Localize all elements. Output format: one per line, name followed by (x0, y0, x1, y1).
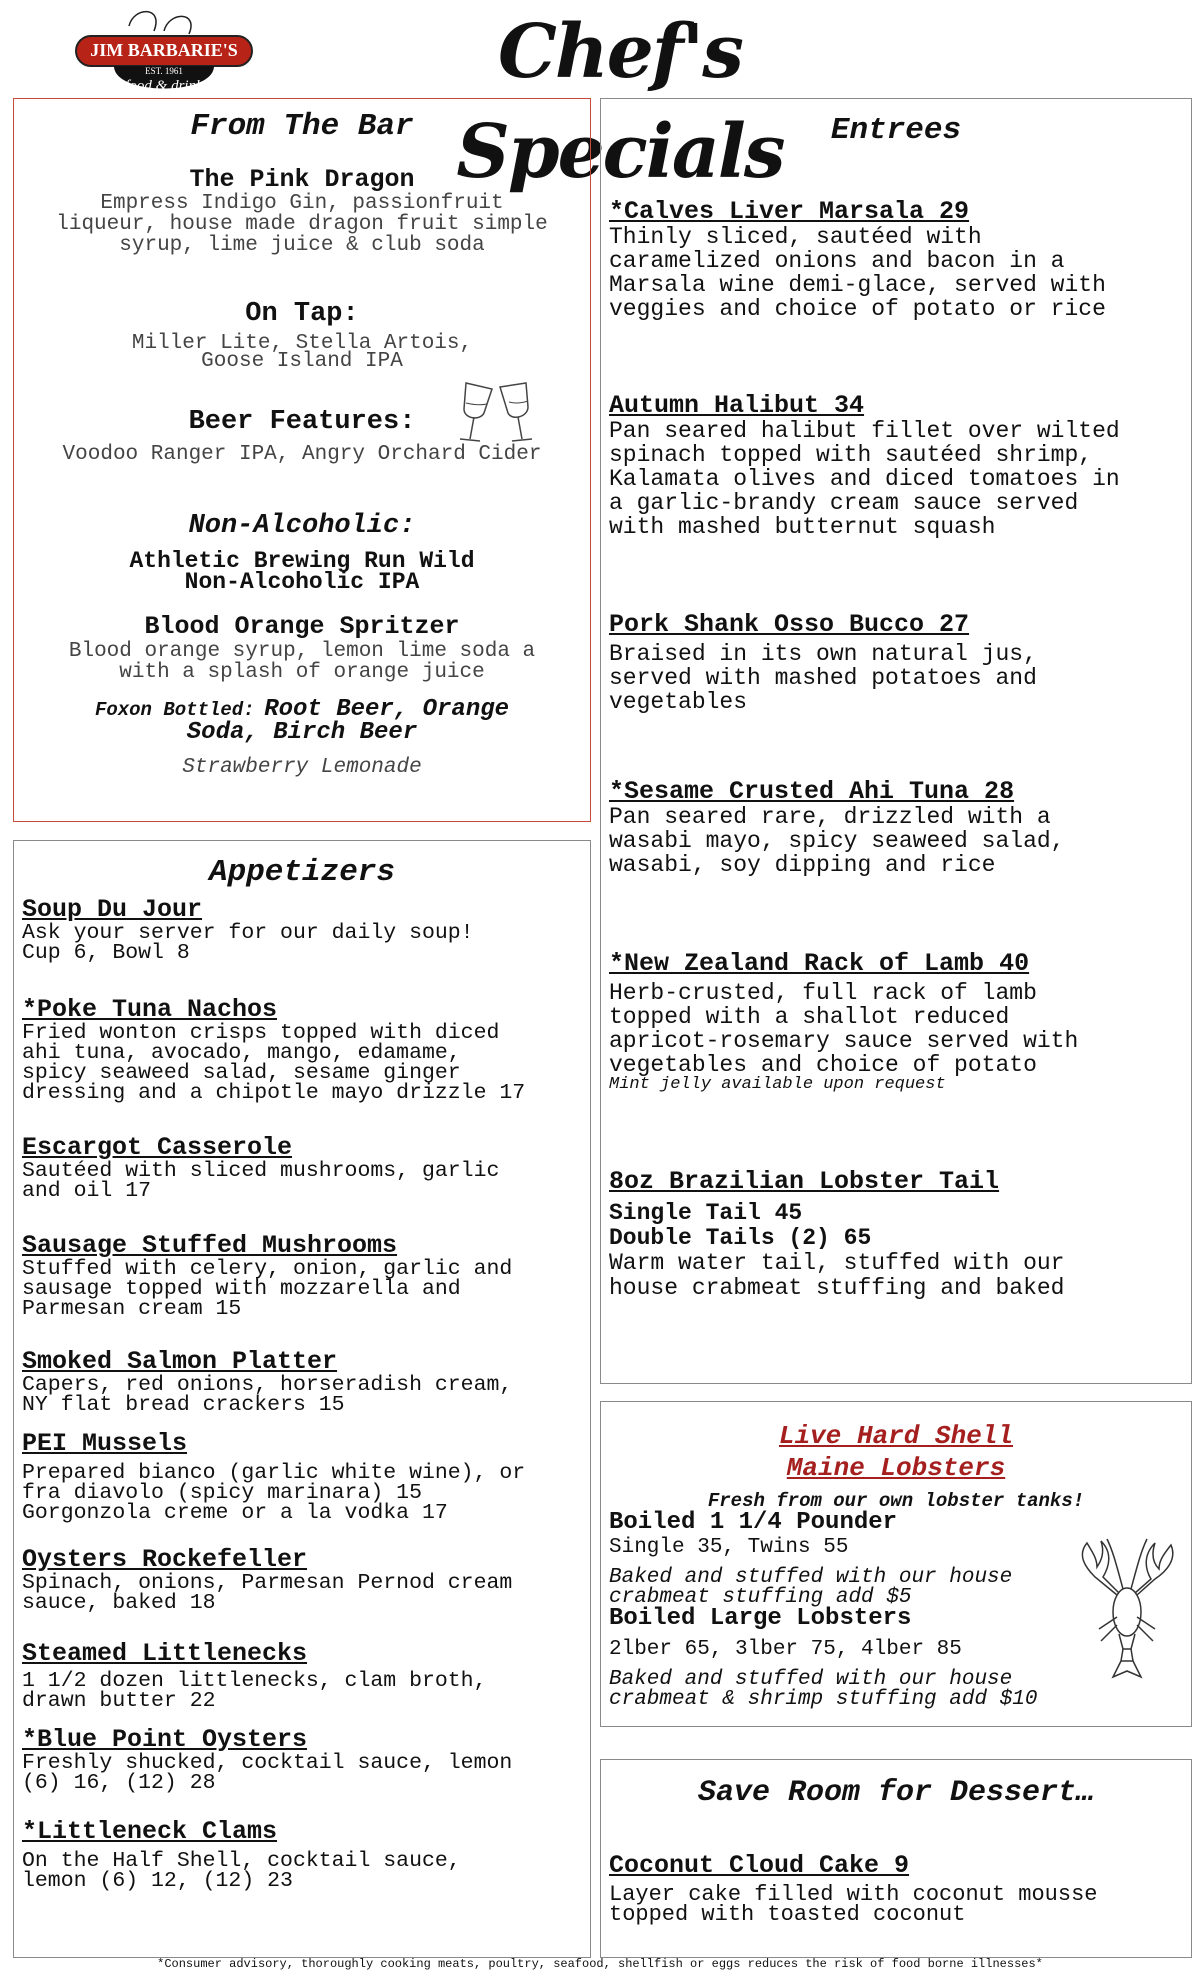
item-name: Steamed Littlenecks (22, 1639, 308, 1668)
item-desc: Ask your server for our daily soup! Cup 6, Bowl 8 (22, 921, 474, 965)
item-desc: On the Half Shell, cocktail sauce, lemon (6) 12, (12) 23 (22, 1849, 461, 1893)
bar-title: From The Bar (190, 109, 414, 144)
item-sub: Double Tails (2) 65 (609, 1225, 872, 1251)
lobster-title: Live Hard Shell Maine Lobsters (778, 1421, 1014, 1483)
item-desc: Prepared bianco (garlic white wine), or fra diavolo (spicy marinara) 15 Gorgonzola creme or a la vodka 17 (22, 1461, 526, 1525)
item-desc: Thinly sliced, sautéed with caramelized onions and bacon in a Marsala wine demi-glace, served with veggies and choice of potato or rice (609, 224, 1106, 322)
on-tap-title: On Tap: (245, 299, 359, 329)
item-name: PEI Mussels (22, 1429, 188, 1458)
lobster-boiled (609, 1510, 1012, 1608)
item-name: *Blue Point Oysters (22, 1725, 308, 1754)
logo-est: EST. 1961 (145, 66, 183, 76)
item-name: Pork Shank Osso Bucco 27 (609, 610, 970, 639)
on-tap-list: Miller Lite, Stella Artois, Goose Island IPA (131, 332, 473, 373)
item-name: *Calves Liver Marsala 29 (609, 197, 970, 226)
menu-item (22, 1349, 512, 1415)
non-alcoholic-item: Athletic Brewing Run Wild Non-Alcoholic IPA (129, 548, 475, 595)
item-desc: Braised in its own natural jus, served with mashed potatoes and vegetables (609, 641, 1037, 715)
item-desc: Capers, red onions, horseradish cream, NY flat bread crackers 15 (22, 1373, 513, 1417)
logo-name: JIM BARBARIE'S (90, 40, 238, 60)
item-price: Single 35, Twins 55 (609, 1536, 849, 1559)
menu-item (609, 779, 1064, 877)
item-desc: Pan seared halibut fillet over wilted spinach topped with sautéed shrimp, Kalamata olives and diced tomatoes in a garlic-brandy cream sauce served with mashed butternut squash (609, 418, 1120, 540)
item-name: Soup Du Jour (22, 895, 203, 924)
item-name: *New Zealand Rack of Lamb 40 (609, 949, 1030, 978)
menu-item (609, 951, 1078, 1093)
item-desc: Fried wonton crisps topped with diced ahi tuna, avocado, mango, edamame, spicy seaweed salad, sesame ginger dressing and a chipotle mayo drizzle 17 (22, 1021, 526, 1105)
logo-tagline: food & drink (125, 78, 203, 94)
lobster-section (600, 1401, 1192, 1727)
item-desc: Layer cake filled with coconut mousse topped with toasted coconut (609, 1882, 1098, 1927)
item-desc: Sautéed with sliced mushrooms, garlic and oil 17 (22, 1159, 500, 1203)
menu-item (22, 1135, 499, 1201)
item-stuffed: Baked and stuffed with our house crabmeat stuffing add $5 (609, 1566, 1013, 1609)
item-name: *Littleneck Clams (22, 1817, 278, 1846)
bar-section (13, 98, 591, 822)
item-note: Mint jelly available upon request (609, 1075, 946, 1094)
item-name: Boiled Large Lobsters (609, 1605, 912, 1632)
item-sub: Single Tail 45 (609, 1200, 803, 1226)
wine-glasses-icon (454, 377, 544, 449)
item-name: Oysters Rockefeller (22, 1545, 308, 1574)
menu-item (22, 1727, 512, 1793)
logo (74, 6, 254, 106)
menu-item (22, 1641, 486, 1711)
lobster-subtitle: Fresh from our own lobster tanks! (707, 1490, 1085, 1512)
menu-item (609, 199, 1106, 321)
dessert-section (600, 1759, 1192, 1958)
menu-item (22, 897, 474, 963)
menu-item (22, 1547, 512, 1613)
item-name: Smoked Salmon Platter (22, 1347, 338, 1376)
menu-item (609, 393, 1120, 539)
menu-item (22, 1431, 525, 1523)
beer-features-title: Beer Features: (188, 407, 416, 437)
item-desc: Stuffed with celery, onion, garlic and sausage topped with mozzarella and Parmesan cream 15 (22, 1257, 513, 1321)
appetizers-title: Appetizers (208, 855, 396, 890)
beer-features-desc: Voodoo Ranger IPA, Angry Orchard Cider (62, 443, 542, 466)
entrees-title: Entrees (830, 113, 962, 148)
item-name: 8oz Brazilian Lobster Tail (609, 1167, 1000, 1196)
lobster-icon (1067, 1537, 1187, 1687)
foxon-bottled: Foxon Bottled: Root Beer, Orange Soda, Birch Beer (94, 696, 510, 746)
menu-item (609, 1853, 1097, 1925)
item-price: 2lber 65, 3lber 75, 4lber 85 (609, 1638, 962, 1661)
appetizers-section (13, 840, 591, 1958)
item-stuffed: Baked and stuffed with our house crabmeat & shrimp stuffing add $10 (609, 1668, 1038, 1711)
spritzer-name: Blood Orange Spritzer (144, 612, 460, 641)
item-desc: Pan seared rare, drizzled with a wasabi mayo, spicy seaweed salad, wasabi, soy dipping and rice (609, 804, 1065, 878)
lobster-large (609, 1606, 1037, 1710)
item-name: Coconut Cloud Cake 9 (609, 1851, 910, 1880)
menu-item (22, 1233, 512, 1319)
item-name: *Sesame Crusted Ahi Tuna 28 (609, 777, 1015, 806)
item-desc: Warm water tail, stuffed with our house crabmeat stuffing and baked (609, 1250, 1065, 1301)
menu-item (22, 997, 525, 1103)
item-desc: Herb-crusted, full rack of lamb topped with a shallot reduced apricot-rosemary sauce served with vegetables and choice of potato (609, 980, 1079, 1078)
spritzer-desc: Blood orange syrup, lemon lime soda a with a splash of orange juice (68, 640, 536, 684)
consumer-advisory: *Consumer advisory, thoroughly cooking meats, poultry, seafood, shellfish or eggs reduces the risk of food borne illnesses* (157, 1957, 1043, 1971)
page-title: Chef's Specials (456, 9, 784, 195)
item-name: Sausage Stuffed Mushrooms (22, 1231, 398, 1260)
pink-dragon-name: The Pink Dragon (189, 165, 415, 194)
menu-item (609, 612, 1037, 714)
item-name: Boiled 1 1/4 Pounder (609, 1509, 898, 1536)
item-desc: 1 1/2 dozen littlenecks, clam broth, drawn butter 22 (22, 1669, 487, 1713)
item-name: Escargot Casserole (22, 1133, 293, 1162)
entrees-section (600, 98, 1192, 1384)
menu-item (609, 1169, 1064, 1301)
item-name: *Poke Tuna Nachos (22, 995, 278, 1024)
menu-item (22, 1819, 461, 1891)
item-desc: Spinach, onions, Parmesan Pernod cream sauce, baked 18 (22, 1571, 513, 1615)
dessert-title: Save Room for Dessert… (697, 1776, 1095, 1810)
pink-dragon-desc: Empress Indigo Gin, passionfruit liqueur, house made dragon fruit simple syrup, lime juice & club soda (56, 192, 548, 257)
item-name: Autumn Halibut 34 (609, 391, 865, 420)
non-alcoholic-title: Non-Alcoholic: (188, 511, 416, 541)
item-desc: Freshly shucked, cocktail sauce, lemon (6) 16, (12) 28 (22, 1751, 513, 1795)
strawberry-lemonade: Strawberry Lemonade (182, 756, 422, 779)
